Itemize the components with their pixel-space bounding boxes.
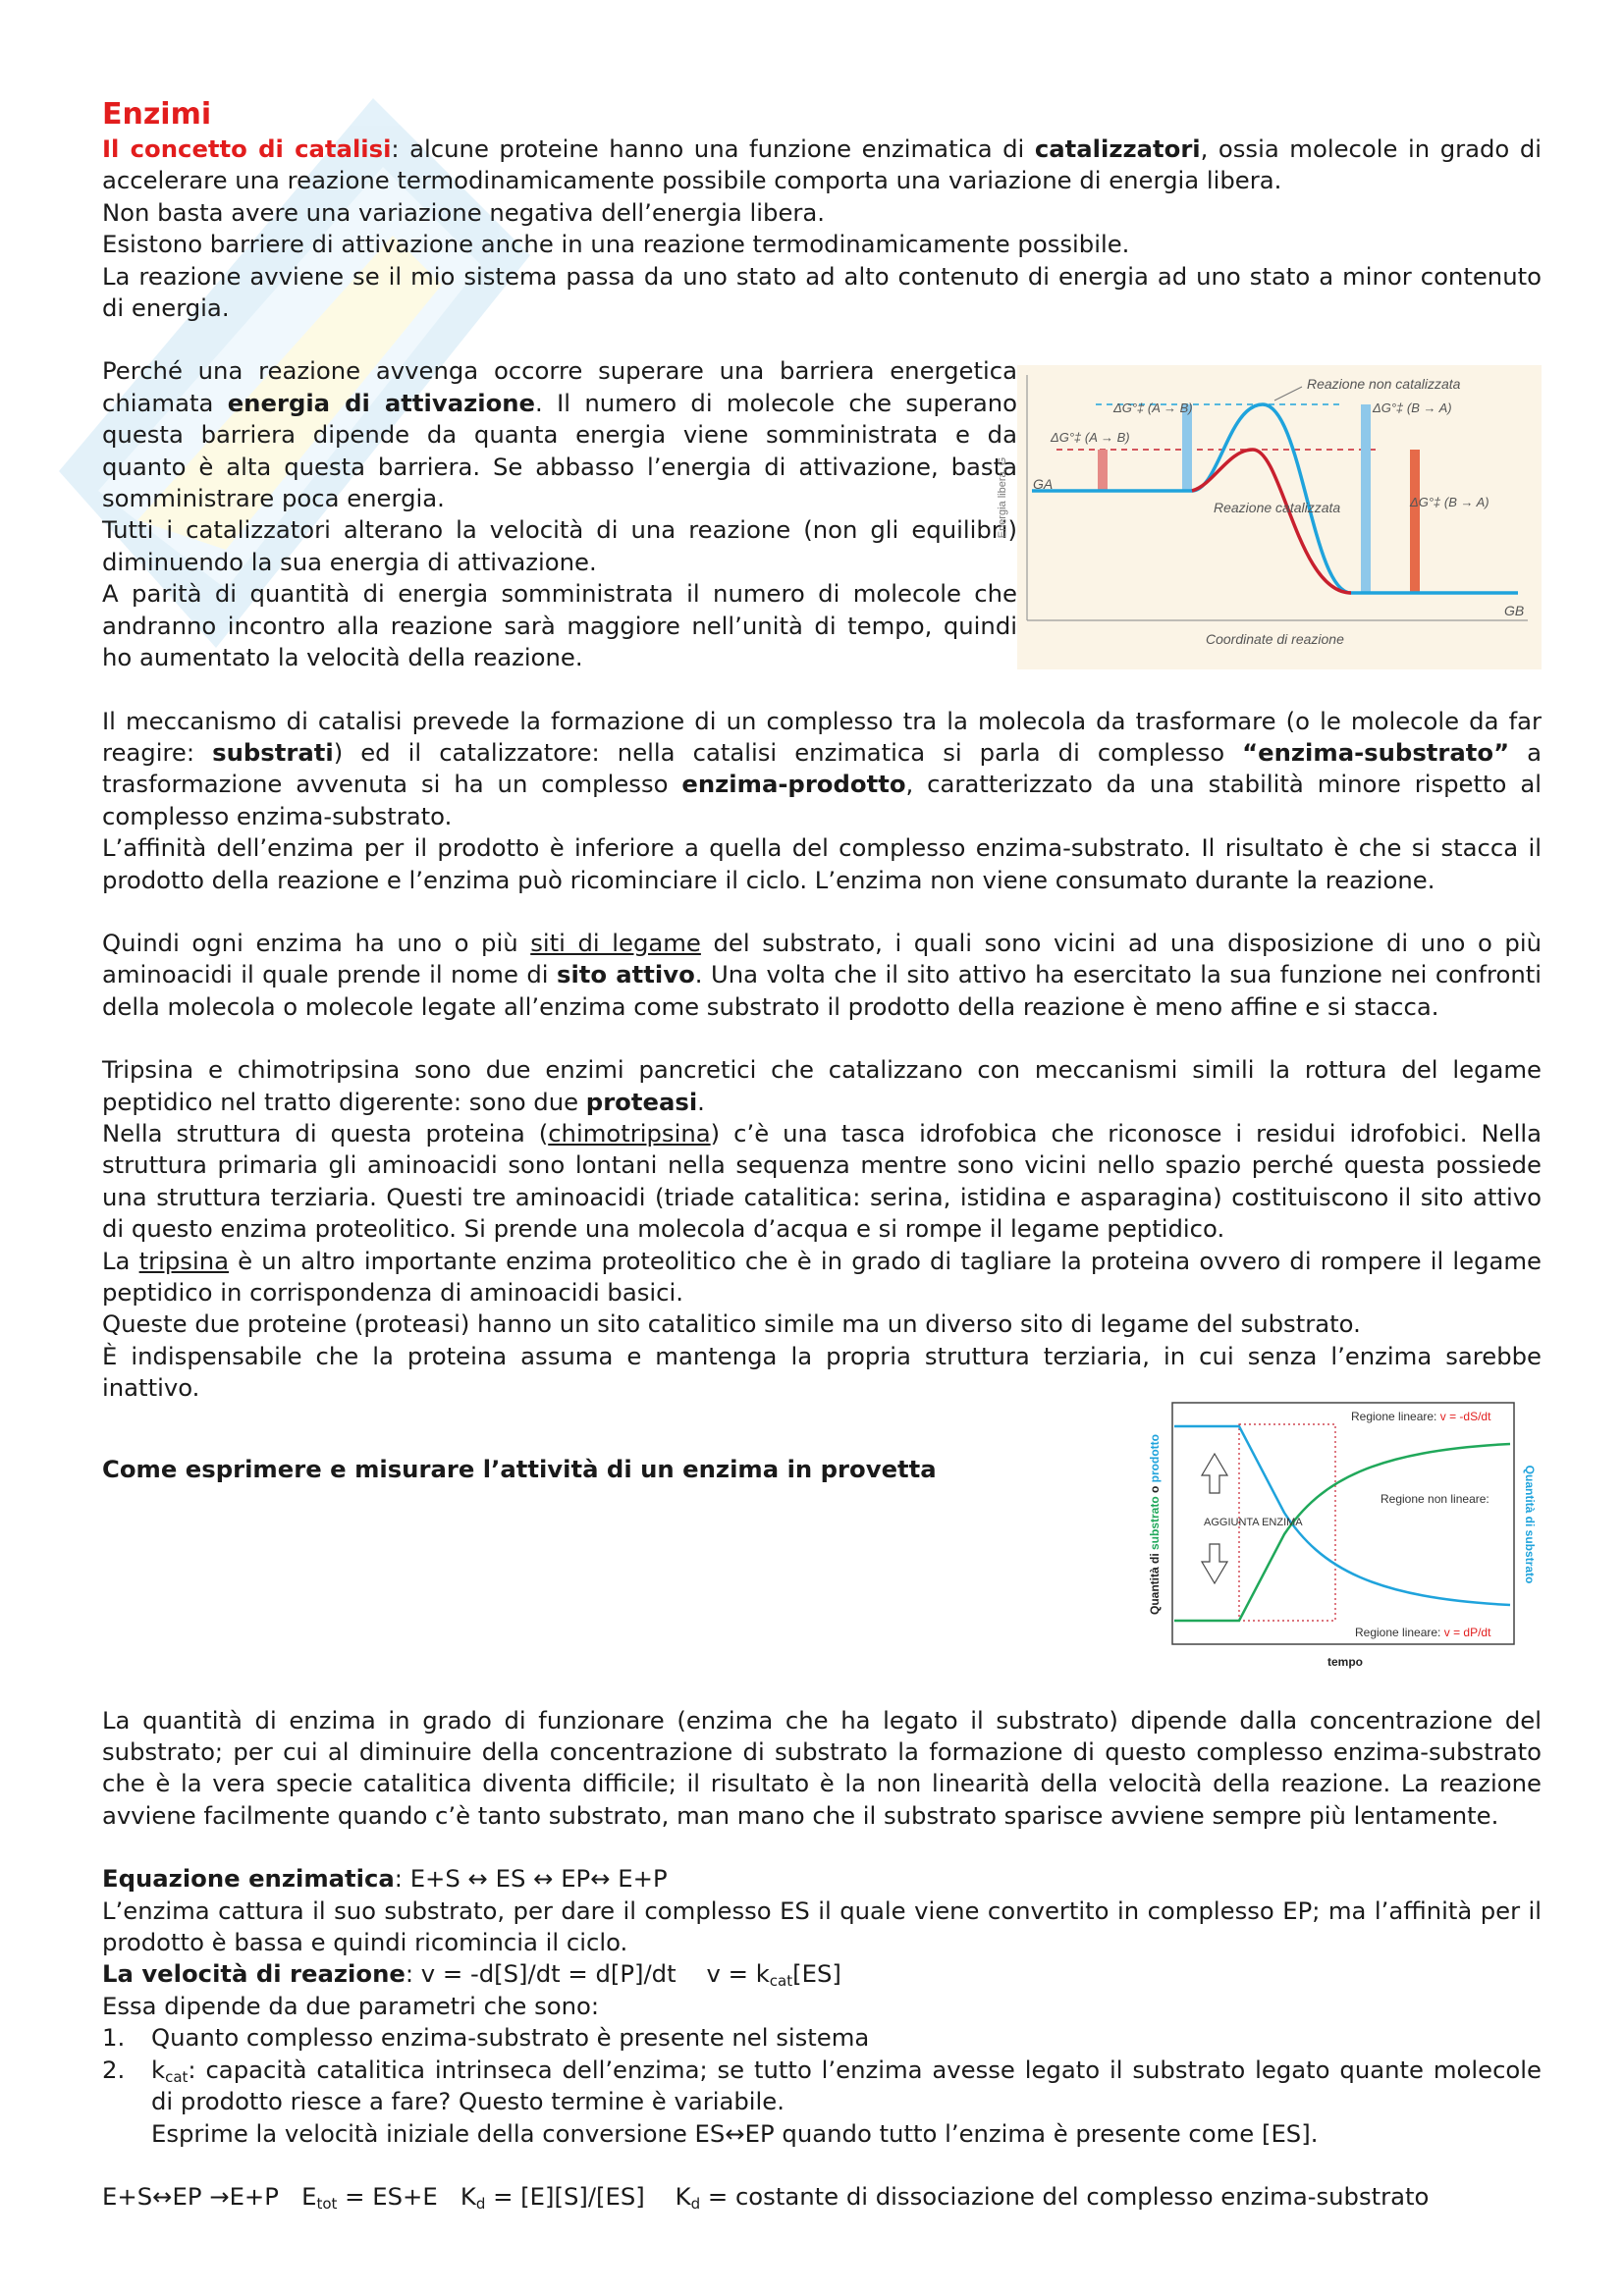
paragraph-mechanism-l2: L’affinità dell’enzima per il prodotto è inferiore a quella del complesso enzima-substrato. Il risultato è che si stacca il prodotto della reazione e l’enzima può ricominciare il ciclo. L’enzima non viene consumato durante la reazione. <box>102 833 1542 894</box>
page-title: Enzimi <box>102 97 212 132</box>
label-catalyzed: Reazione catalizzata <box>1214 500 1341 516</box>
list-item: 2. $k_{cat}$: capacità catalitica intrinseca dell’enzima; se tutto l’enzima avesse legato il substrato legato quante molecole di prodotto riesce a fare? Questo termine è variabile. <box>102 2055 1542 2116</box>
label-region-nonlinear: Regione non lineare: <box>1380 1491 1489 1506</box>
paragraph-catalysis-l3: Esistono barriere di attivazione anche in una reazione termodinamicamente possibile. <box>102 230 1130 259</box>
x-axis-label: Coordinate di reazione <box>1206 631 1344 648</box>
label-uncatalyzed: Reazione non catalizzata <box>1307 376 1461 393</box>
parameter-list <box>102 2022 1542 2150</box>
paragraph-velocity-l4: Essa dipende da due parametri che sono: <box>102 1991 600 2020</box>
paragraph-proteases-l4: Queste due proteine (proteasi) hanno un sito catalitico simile ma un diverso sito di legame del substrato. <box>102 1309 1361 1339</box>
paragraph-mechanism: Il meccanismo di catalisi prevede la formazione di un complesso tra la molecola da trasformare (o le molecole da far reagire: substrati) ed il catalizzatore: nella catalisi enzimatica si parla di complesso “enzima-substrato” a trasformazione avvenuta si ha un complesso enzima-prodotto, caratterizzato da una stabilità minore rispetto al complesso enzima-substrato. <box>102 706 1543 830</box>
paragraph-equation-l2: L’enzima cattura il suo substrato, per dare il complesso ES il quale viene convertito in complesso EP; ma l’affinità per il prodotto è bassa e quindi ricomincia il ciclo. <box>102 1896 1542 1957</box>
label-dg-ab-cat: ΔG°‡ (A → B) <box>1051 430 1130 446</box>
paragraph-catalysis-l4: La reazione avviene se il mio sistema passa da uno stato ad alto contenuto di energia ad uno stato a minor contenuto di energia. <box>102 261 1542 323</box>
paragraph-equation: Equazione enzimatica: E+S ↔ ES ↔ EP↔ E+P <box>102 1864 668 1894</box>
paragraph-dissociation: E+S↔EP →E+P $E_{tot} = ES+E$ $K_d = [E][S]/[ES]$ $K_d$ = costante di dissociazione del complesso enzima-substrato <box>102 2181 1430 2213</box>
activity-diagram <box>1119 1397 1542 1691</box>
paragraph-catalysis: Il concetto di catalisi: alcune proteine hanno una funzione enzimatica di catalizzatori, ossia molecole in grado di accelerare una reazione termodinamicamente possibile comporta una variazione di energia libera. <box>102 134 1542 195</box>
paragraph-activation: Perché una reazione avvenga occorre superare una barriera energetica chiamata energia di attivazione. Il numero di molecole che superano questa barriera dipende da quanta energia viene somministrata e da quanto è alta questa barriera. Se abbasso l’energia di attivazione, basta somministrare poca energia. <box>102 356 1017 513</box>
section-heading-activity: Come esprimere e misurare l’attività di un enzima in provetta <box>102 1454 937 1483</box>
paragraph-activation-l2: Tutti i catalizzatori alterano la velocità di una reazione (non gli equilibri) diminuendo la sua energia di attivazione. <box>102 515 1017 576</box>
paragraph-trypsin: La tripsina è un altro importante enzima proteolitico che è in grado di tagliare la proteina ovvero di rompere il legame peptidico in corrispondenza di aminoacidi basici. <box>102 1246 1542 1307</box>
paragraph-velocity: La velocità di reazione: v = -d[S]/dt = d[P]/dt $v = k_{cat}[ES]$ <box>102 1959 841 1991</box>
paragraph-activation-l3: A parità di quantità di energia somministrata il numero di molecole che andranno incontro alla reazione sarà maggiore nell’unità di tempo, quindi ho aumentato la velocità della reazione. <box>102 579 1017 672</box>
label-region-linear-product: Regione lineare: v = dP/dt <box>1355 1625 1491 1639</box>
energy-diagram <box>997 365 1542 669</box>
paragraph-proteases-l5: È indispensabile che la proteina assuma e mantenga la propria struttura terziaria, in cui senza l’enzima sarebbe inattivo. <box>102 1341 1542 1403</box>
list-item: 1. Quanto complesso enzima-substrato è presente nel sistema <box>102 2023 870 2053</box>
bar-dg-ab-cat <box>1098 450 1108 491</box>
y-axis-label-left: Quantità di substrato o prodotto <box>1148 1433 1162 1615</box>
label-dg-ba-uncat: ΔG°‡ (B → A) <box>1373 400 1452 416</box>
paragraph-nonlinearity: La quantità di enzima in grado di funzionare (enzima che ha legato il substrato) dipende dalla concentrazione del substrato; per cui al diminuire della concentrazione di substrato la formazione di questo complesso enzima-substrato che è la vera specie catalitica diventa difficile; il risultato è la non linearità della velocità della reazione. La reazione avviene facilmente quando c’è tanto substrato, man mano che il substrato sparisce avviene sempre più lentamente. <box>102 1705 1542 1830</box>
label-gb: GB <box>1504 603 1525 619</box>
energy-diagram-bg <box>1017 365 1542 669</box>
label-dg-ba-cat: ΔG°‡ (B → A) <box>1410 495 1489 510</box>
label-enzyme-added: AGGIUNTA ENZIMA <box>1204 1516 1303 1528</box>
y-axis-label: Energia libera, G <box>997 457 1008 539</box>
x-axis-label: tempo <box>1327 1654 1363 1669</box>
label-ga: GA <box>1033 476 1054 493</box>
label-region-linear-substrate: Regione lineare: v = -dS/dt <box>1351 1409 1491 1423</box>
bar-dg-ab-uncat <box>1182 404 1192 491</box>
bar-dg-ba-uncat <box>1361 404 1371 593</box>
bar-dg-ba-cat <box>1410 450 1420 593</box>
paragraph-catalysis-l2: Non basta avere una variazione negativa dell’energia libera. <box>102 197 826 227</box>
list-item-extra: Esprime la velocità iniziale della conversione ES↔EP quando tutto l’enzima è presente come [ES]. <box>151 2118 1319 2148</box>
paragraph-active-site: Quindi ogni enzima ha uno o più siti di legame del substrato, i quali sono vicini ad una disposizione di uno o più aminoacidi il quale prende il nome di sito attivo. Una volta che il sito attivo ha esercitato la sua funzione nei confronti della molecola o molecole legate all’enzima come substrato il prodotto della reazione è meno affine e si stacca. <box>102 928 1542 1021</box>
y-axis-label-right: Quantità di substrato <box>1523 1465 1537 1583</box>
label-dg-ab-uncat: ΔG°‡ (A → B) <box>1113 400 1193 416</box>
paragraph-proteases: Tripsina e chimotripsina sono due enzimi pancretici che catalizzano con meccanismi simili la rottura del legame peptidico nel tratto digerente: sono due proteasi. <box>102 1055 1542 1116</box>
paragraph-chymotrypsin: Nella struttura di questa proteina (chimotripsina) c’è una tasca idrofobica che riconosce i residui idrofobici. Nella struttura primaria gli aminoacidi sono lontani nella sequenza mentre sono vicini nello spazio perché questa possiede una struttura terziaria. Questi tre aminoacidi (triade catalitica: serina, istidina e asparagina) costituiscono il sito attivo di questo enzima proteolitico. Si prende una molecola d’acqua e si rompe il legame peptidico. <box>102 1118 1542 1244</box>
